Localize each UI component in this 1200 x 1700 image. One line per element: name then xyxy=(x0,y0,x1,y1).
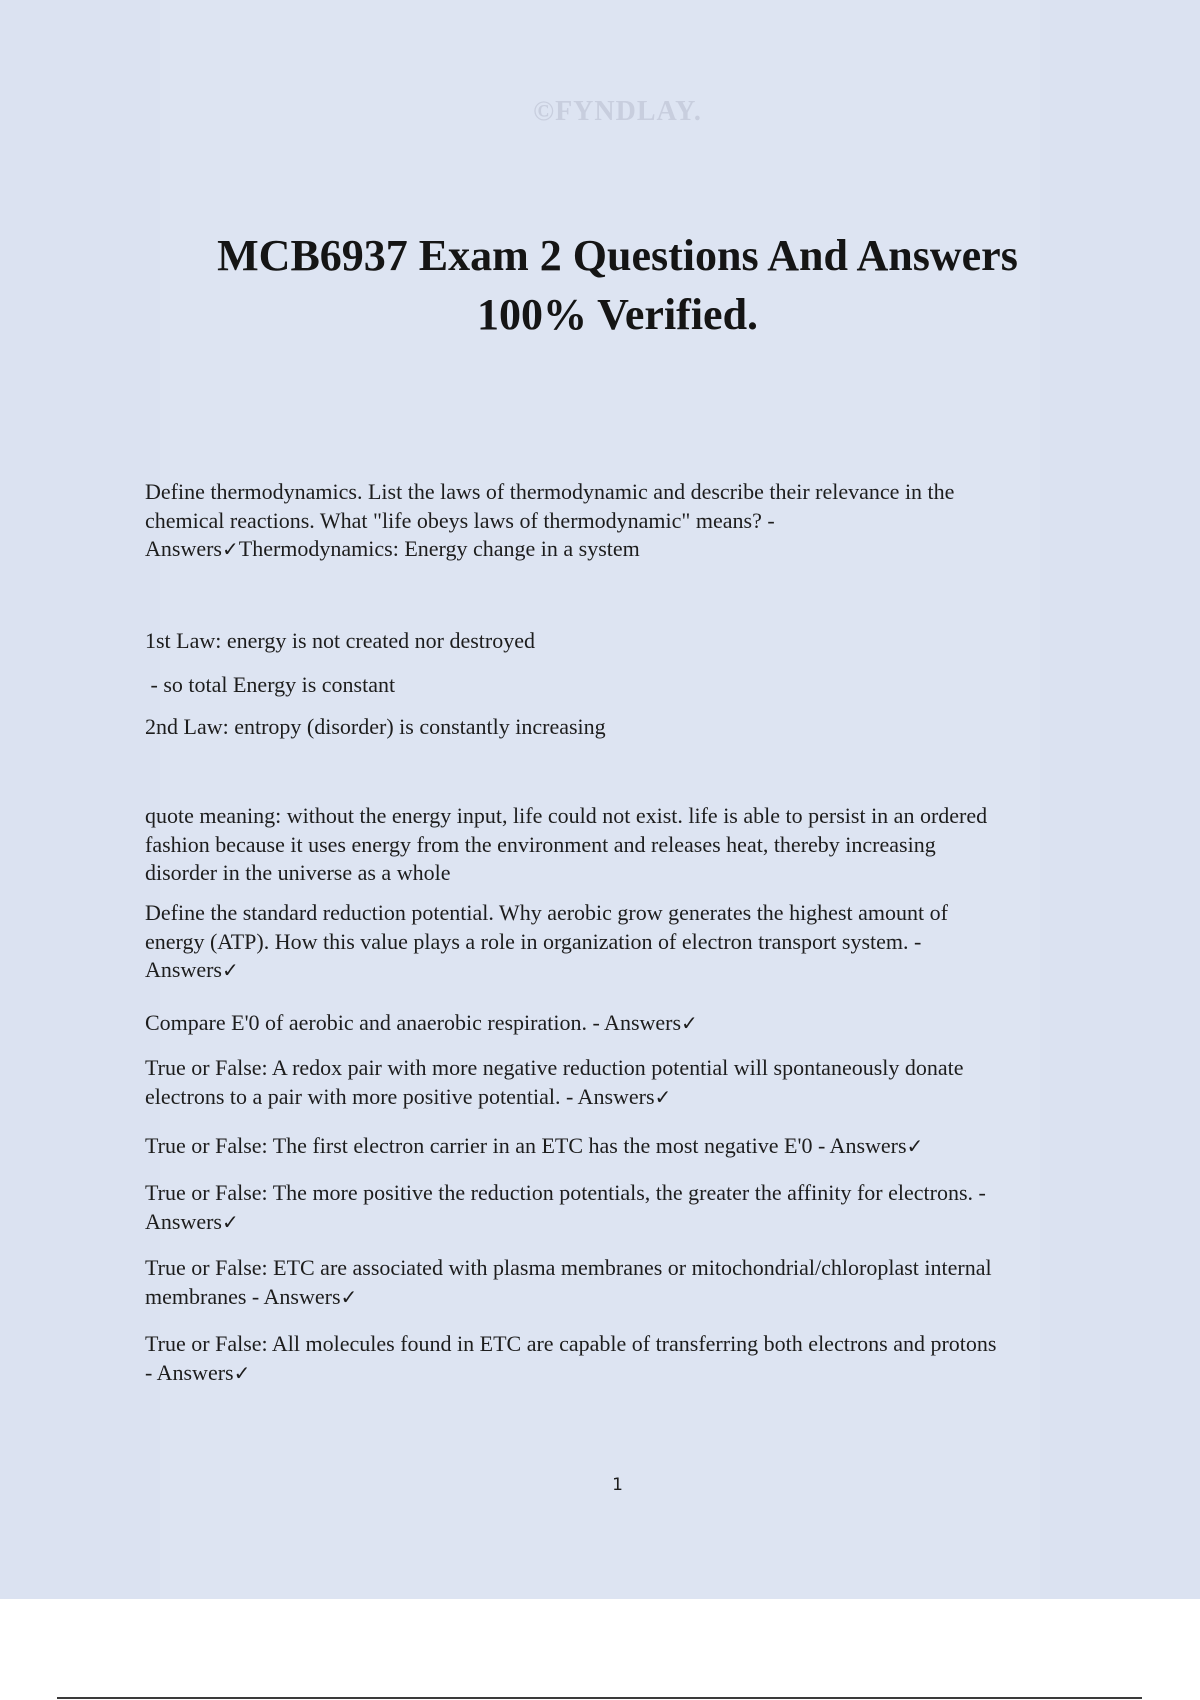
text-line: membranes - Answers xyxy=(145,1283,341,1309)
text-line: quote meaning: without the energy input, life could not exist. life is able to persist in an ordered xyxy=(145,803,988,828)
quote-meaning xyxy=(145,802,1090,888)
title-line-2: 100% Verified. xyxy=(476,290,759,339)
text-line: True or False: The first electron carrier in an ETC has the most negative E'0 - Answers xyxy=(145,1133,907,1158)
document-title xyxy=(140,226,1095,344)
answers-label: Answers xyxy=(145,536,222,561)
question-reduction-potential xyxy=(145,899,1090,985)
answer-text: Thermodynamics: Energy change in a system xyxy=(238,536,640,561)
watermark: ©FYNDLAY. xyxy=(533,96,702,127)
text-line: electrons to a pair with more positive potential. - Answers xyxy=(145,1083,655,1109)
check-mark-icon: ✓ xyxy=(654,1084,672,1109)
question-thermodynamics xyxy=(145,478,1090,564)
check-mark-icon: ✓ xyxy=(222,1209,239,1234)
check-mark-icon: ✓ xyxy=(222,958,239,982)
text-line: disorder in the universe as a whole xyxy=(145,860,451,885)
page-number: 1 xyxy=(612,1475,623,1495)
text-line: True or False: A redox pair with more negative reduction potential will spontaneously donate xyxy=(145,1055,964,1080)
check-mark-icon: ✓ xyxy=(340,1284,358,1309)
question-etc-membranes xyxy=(145,1254,1090,1311)
text-line: 2nd Law: entropy (disorder) is constantly increasing xyxy=(145,714,606,739)
text-line: True or False: All molecules found in ETC are capable of transferring both electrons and protons xyxy=(145,1331,997,1356)
title-line-1: MCB6937 Exam 2 Questions And Answers xyxy=(217,231,1018,280)
text-line: True or False: ETC are associated with plasma membranes or mitochondrial/chloroplast internal xyxy=(145,1255,992,1280)
divider xyxy=(57,1697,1142,1699)
question-compare-e0 xyxy=(145,1009,1090,1038)
check-mark-icon: ✓ xyxy=(681,1011,698,1035)
text-line: - so total Energy is constant xyxy=(145,672,396,697)
text-line: chemical reactions. What "life obeys laws of thermodynamic" means? - xyxy=(145,507,775,533)
question-etc-molecules xyxy=(145,1330,1090,1387)
text-line: energy (ATP). How this value plays a role in organization of electron transport system. - xyxy=(145,928,922,954)
text-line: fashion because it uses energy from the environment and releases heat, thereby increasing xyxy=(145,831,936,857)
question-redox-pair xyxy=(145,1054,1090,1111)
answers-label: Answers xyxy=(145,1208,222,1234)
text-line: Compare E'0 of aerobic and anaerobic respiration. - Answers xyxy=(145,1010,682,1035)
text-line: 1st Law: energy is not created nor destroyed xyxy=(145,628,535,653)
text-line: Define thermodynamics. List the laws of thermodynamic and describe their relevance in the xyxy=(145,479,955,504)
answers-label: Answers xyxy=(145,957,222,982)
question-positive-potential xyxy=(145,1179,1090,1236)
check-mark-icon: ✓ xyxy=(906,1134,924,1158)
first-law xyxy=(145,627,1090,656)
text-line: True or False: The more positive the reduction potentials, the greater the affinity for electrons. - xyxy=(145,1180,986,1205)
question-first-carrier xyxy=(145,1132,1090,1161)
second-law xyxy=(145,713,1090,742)
first-law-note xyxy=(145,671,1090,700)
text-line: Define the standard reduction potential. Why aerobic grow generates the highest amount of xyxy=(145,900,948,925)
check-mark-icon: ✓ xyxy=(233,1360,251,1385)
check-mark-icon: ✓ xyxy=(222,537,239,561)
text-line: - Answers xyxy=(145,1359,234,1385)
